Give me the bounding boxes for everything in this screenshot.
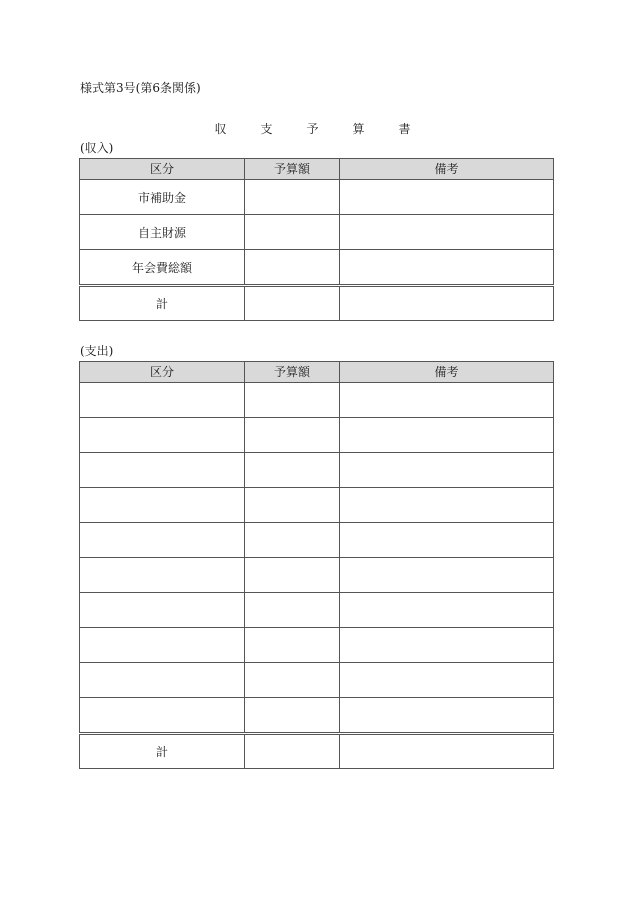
budget-cell[interactable] [245,250,340,286]
category-cell[interactable] [80,383,245,418]
total-remarks-cell[interactable] [340,286,554,321]
category-cell[interactable] [80,418,245,453]
remarks-cell[interactable] [340,215,554,250]
table-row [80,215,554,250]
remarks-cell[interactable] [340,558,554,593]
remarks-cell[interactable] [340,250,554,286]
category-cell[interactable] [80,523,245,558]
column-header-budget: 予算額 [245,159,340,180]
column-header-category: 区分 [80,362,245,383]
table-row [80,523,554,558]
budget-cell[interactable] [245,593,340,628]
budget-cell[interactable] [245,698,340,734]
remarks-cell[interactable] [340,523,554,558]
column-header-remarks: 備考 [340,362,554,383]
table-row [80,418,554,453]
total-remarks-cell[interactable] [340,734,554,769]
category-cell: 年会費総額 [80,250,245,286]
remarks-cell[interactable] [340,383,554,418]
budget-cell[interactable] [245,558,340,593]
table-row [80,558,554,593]
remarks-cell[interactable] [340,180,554,215]
category-cell[interactable] [80,453,245,488]
remarks-cell[interactable] [340,628,554,663]
table-row [80,663,554,698]
total-row [80,734,554,769]
table-row [80,698,554,734]
table-header-row [80,362,554,383]
remarks-cell[interactable] [340,418,554,453]
total-budget-cell[interactable] [245,734,340,769]
budget-cell[interactable] [245,180,340,215]
budget-cell[interactable] [245,523,340,558]
column-header-budget: 予算額 [245,362,340,383]
category-cell[interactable] [80,628,245,663]
budget-cell[interactable] [245,418,340,453]
total-budget-cell[interactable] [245,286,340,321]
category-cell[interactable] [80,558,245,593]
budget-cell[interactable] [245,383,340,418]
form-number: 様式第3号(第6条関係) [80,81,201,95]
table-row [80,250,554,286]
table-row [80,453,554,488]
budget-cell[interactable] [245,453,340,488]
expense-section-label: (支出) [80,344,114,358]
budget-cell[interactable] [245,628,340,663]
document-title: 収 支 予 算 書 [214,122,422,136]
expense-table [79,361,554,769]
income-table [79,158,554,321]
income-section-label: (収入) [80,141,114,155]
table-row [80,180,554,215]
total-row [80,286,554,321]
budget-cell[interactable] [245,663,340,698]
category-cell: 市補助金 [80,180,245,215]
total-label-cell: 計 [80,734,245,769]
remarks-cell[interactable] [340,488,554,523]
table-row [80,488,554,523]
table-row [80,383,554,418]
remarks-cell[interactable] [340,663,554,698]
table-header-row [80,159,554,180]
table-row [80,593,554,628]
category-cell[interactable] [80,698,245,734]
budget-cell[interactable] [245,215,340,250]
remarks-cell[interactable] [340,593,554,628]
column-header-remarks: 備考 [340,159,554,180]
remarks-cell[interactable] [340,453,554,488]
table-row [80,628,554,663]
budget-cell[interactable] [245,488,340,523]
total-label-cell: 計 [80,286,245,321]
category-cell[interactable] [80,663,245,698]
column-header-category: 区分 [80,159,245,180]
category-cell: 自主財源 [80,215,245,250]
remarks-cell[interactable] [340,698,554,734]
category-cell[interactable] [80,593,245,628]
category-cell[interactable] [80,488,245,523]
